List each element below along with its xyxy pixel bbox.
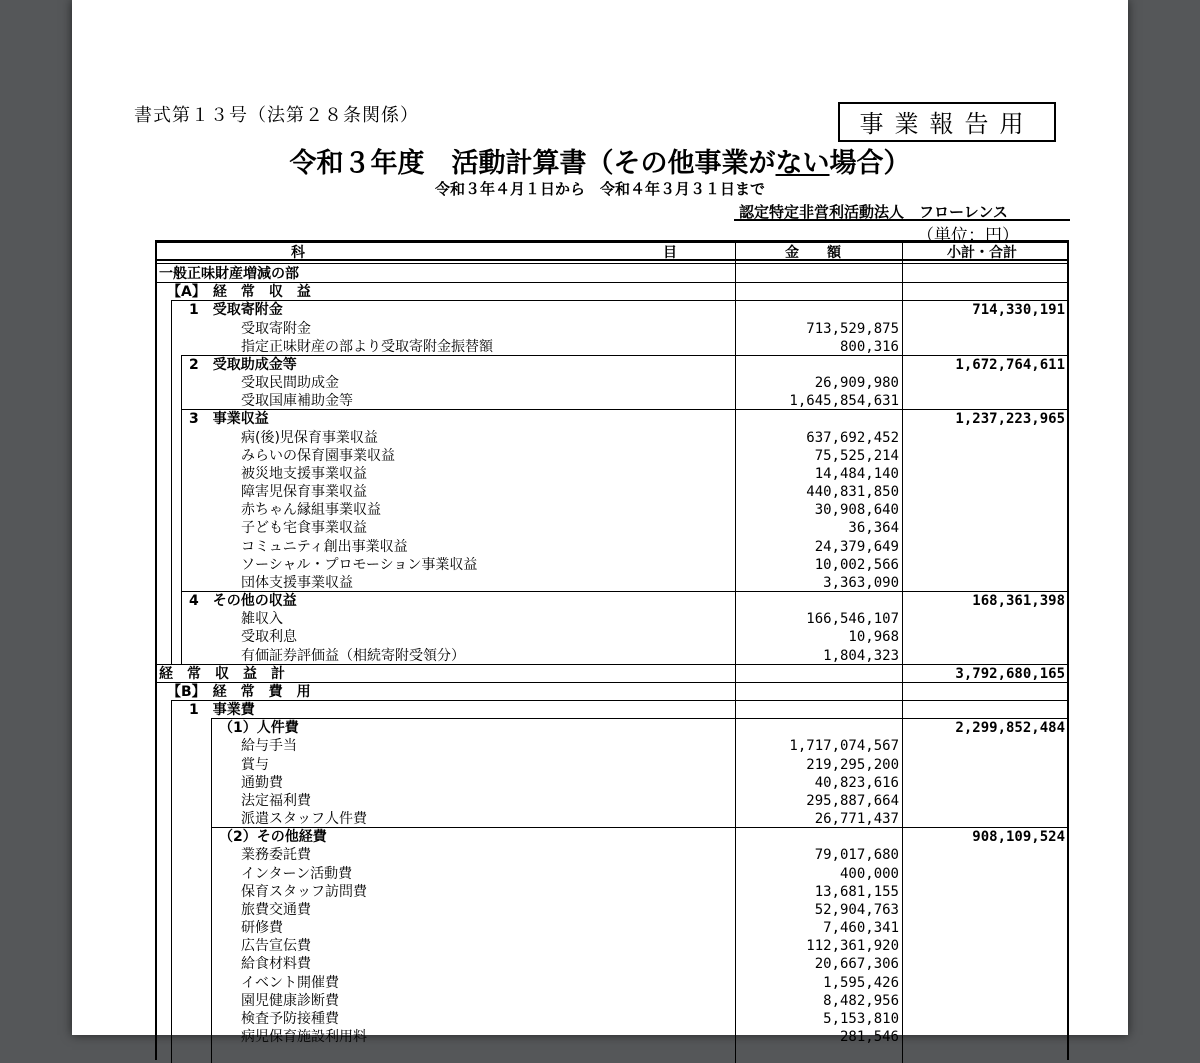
row-total: 714,330,191	[972, 302, 1065, 319]
header-amount: 金 額	[785, 245, 841, 261]
row-total: 2,299,852,484	[955, 720, 1065, 737]
title-underlined: ない	[775, 148, 830, 179]
row-label: 保育スタッフ訪問費	[241, 883, 367, 900]
row-label: 法定福利費	[241, 792, 311, 809]
row-amount: 400,000	[839, 865, 899, 882]
row-amount: 14,484,140	[814, 465, 899, 482]
row-label: 子ども宅食事業収益	[241, 520, 367, 537]
row-amount: 1,717,074,567	[789, 738, 899, 755]
row-separator	[171, 700, 1067, 701]
row-label: 赤ちゃん縁組事業収益	[241, 502, 381, 519]
row-amount: 1,595,426	[823, 974, 899, 991]
row-amount: 166,546,107	[806, 611, 899, 628]
row-label: 4 その他の収益	[189, 593, 297, 610]
row-label: 受取民間助成金	[241, 375, 339, 392]
row-total: 168,361,398	[972, 593, 1065, 610]
row-amount: 3,363,090	[823, 574, 899, 591]
row-label: 指定正味財産の部より受取寄附金振替額	[241, 338, 493, 355]
header-total: 小計・合計	[947, 245, 1017, 261]
row-label: 病(後)児保育事業収益	[241, 429, 378, 446]
row-label: 1 受取寄附金	[189, 302, 283, 319]
row-label: 検査予防接種費	[241, 1010, 339, 1027]
row-amount: 1,804,323	[823, 647, 899, 664]
unit-label: （単位：円）	[917, 226, 1019, 246]
indent-guide	[171, 300, 172, 663]
row-amount: 26,909,980	[814, 375, 899, 392]
header-bottom-line	[157, 259, 1067, 261]
row-label: 広告宣伝費	[241, 938, 311, 955]
row-label: 【B】 経 常 費 用	[167, 683, 311, 700]
row-label: 給与手当	[241, 738, 297, 755]
row-label: みらいの保育園事業収益	[241, 447, 395, 464]
row-amount: 800,316	[839, 338, 899, 355]
row-amount: 281,546	[839, 1029, 899, 1046]
row-separator	[181, 409, 1067, 410]
activity-statement-table	[155, 240, 1069, 1060]
organization-name: 認定特定非営利活動法人 フローレンス	[739, 203, 1008, 221]
row-separator	[181, 591, 1067, 592]
row-label: 通勤費	[241, 774, 283, 791]
row-label: 一般正味財産増減の部	[159, 266, 299, 282]
column-divider-total	[902, 243, 903, 1063]
row-label: 【A】 経 常 収 益	[167, 284, 311, 301]
row-label: 賞与	[241, 756, 269, 773]
row-amount: 24,379,649	[814, 538, 899, 555]
row-label: 被災地支援事業収益	[241, 465, 367, 482]
row-label: 園児健康診断費	[241, 992, 339, 1009]
row-amount: 13,681,155	[814, 883, 899, 900]
row-amount: 79,017,680	[814, 847, 899, 864]
row-separator	[157, 682, 1067, 683]
row-label: （2）その他経費	[219, 829, 327, 846]
row-total: 3,792,680,165	[955, 665, 1065, 682]
row-label: 派遣スタッフ人件費	[241, 811, 367, 828]
fiscal-period: 令和３年４月１日から 令和４年３月３１日まで	[434, 180, 765, 198]
row-amount: 30,908,640	[814, 502, 899, 519]
row-amount: 20,667,306	[814, 956, 899, 973]
row-label: （1）人件費	[219, 720, 299, 737]
title-main: 令和３年度 活動計算書（その他事業が	[289, 148, 776, 179]
report-use-stamp: 事業報告用	[838, 102, 1056, 142]
row-separator	[157, 664, 1067, 665]
row-amount: 713,529,875	[806, 320, 899, 337]
row-separator	[211, 718, 1067, 719]
row-label: ソーシャル・プロモーション事業収益	[241, 556, 478, 573]
document-title	[72, 141, 1128, 180]
form-number: 書式第１３号（法第２８条関係）	[134, 105, 419, 126]
row-label: イベント開催費	[241, 974, 339, 991]
row-total: 1,237,223,965	[955, 411, 1065, 428]
row-separator	[181, 355, 1067, 356]
column-divider-amount	[735, 243, 736, 1063]
row-amount: 26,771,437	[814, 811, 899, 828]
row-separator	[157, 282, 1067, 283]
header-bottom-line-2	[157, 263, 1067, 264]
indent-guide	[171, 700, 172, 1063]
row-amount: 75,525,214	[814, 447, 899, 464]
row-label: 1 事業費	[189, 702, 255, 719]
document-page	[72, 0, 1128, 1046]
row-label: 病児保育施設利用料	[241, 1029, 367, 1046]
row-separator	[211, 827, 1067, 828]
row-label: 研修費	[241, 920, 283, 937]
row-amount: 10,002,566	[814, 556, 899, 573]
row-label: 受取寄附金	[241, 320, 311, 337]
row-separator	[171, 300, 1067, 301]
organization-underline	[734, 219, 1070, 221]
row-amount: 10,968	[848, 629, 899, 646]
row-total: 908,109,524	[972, 829, 1065, 846]
row-amount: 36,364	[848, 520, 899, 537]
header-moku: 目	[663, 245, 677, 261]
header-ka: 科	[291, 245, 305, 261]
indent-guide	[211, 718, 212, 1063]
row-label: 業務委託費	[241, 847, 311, 864]
row-amount: 112,361,920	[806, 938, 899, 955]
row-total: 1,672,764,611	[955, 356, 1065, 373]
row-label: 有価証券評価益（相続寄附受領分）	[241, 647, 465, 664]
row-label: コミュニティ創出事業収益	[241, 538, 408, 555]
row-amount: 440,831,850	[806, 484, 899, 501]
row-amount: 40,823,616	[814, 774, 899, 791]
row-label: インターン活動費	[241, 865, 353, 882]
row-label: 給食材料費	[241, 956, 311, 973]
row-label: 旅費交通費	[241, 901, 311, 918]
row-label: 2 受取助成金等	[189, 356, 297, 373]
row-label: 3 事業収益	[189, 411, 269, 428]
indent-guide	[181, 355, 182, 664]
row-amount: 8,482,956	[823, 992, 899, 1009]
row-amount: 52,904,763	[814, 901, 899, 918]
row-label: 団体支援事業収益	[241, 574, 353, 591]
row-amount: 219,295,200	[806, 756, 899, 773]
row-amount: 5,153,810	[823, 1010, 899, 1027]
row-label: 障害児保育事業収益	[241, 484, 367, 501]
row-label: 受取国庫補助金等	[241, 393, 353, 410]
row-label: 受取利息	[241, 629, 297, 646]
row-label: 雑収入	[241, 611, 283, 628]
row-amount: 295,887,664	[806, 792, 899, 809]
row-amount: 1,645,854,631	[789, 393, 899, 410]
row-label: 経 常 収 益 計	[159, 665, 285, 682]
title-end: 場合）	[829, 148, 911, 179]
row-amount: 7,460,341	[823, 920, 899, 937]
row-amount: 637,692,452	[806, 429, 899, 446]
